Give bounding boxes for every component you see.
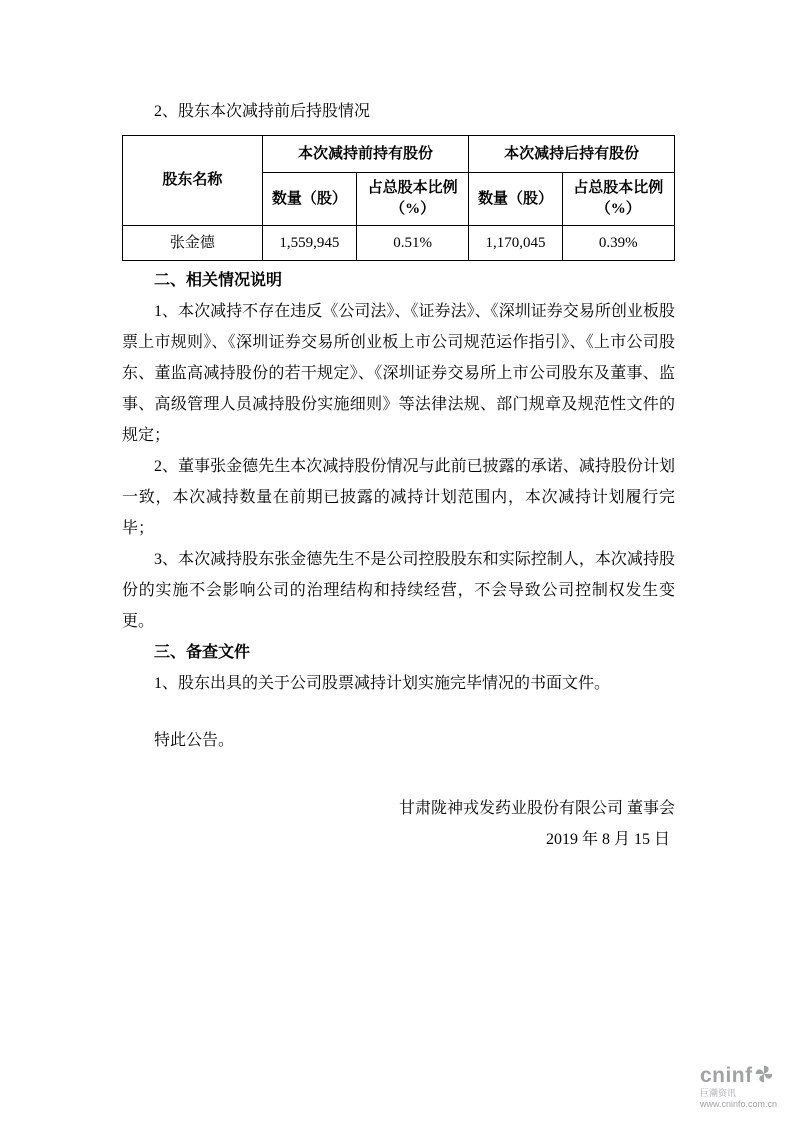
section2-paragraph-2: 2、董事张金德先生本次减持股份情况与此前已披露的承诺、减持股份计划一致，本次减持数量在前期已披露的减持计划范围内，本次减持计划履行完毕； — [122, 458, 675, 537]
cell-after-qty: 1,170,045 — [469, 226, 562, 261]
section3-heading: 三、备查文件 — [154, 644, 251, 661]
holdings-table — [122, 135, 675, 261]
cninfo-url-text: www.cninfo.com.cn — [699, 1099, 777, 1110]
section2-paragraph-3: 3、本次减持股东张金德先生不是公司控股股东和实际控制人，本次减持股份的实施不会影响公司的治理结构和持续经营，不会导致公司控制权发生变更。 — [122, 551, 675, 630]
table-section-title: 2、股东本次减持前后持股情况 — [154, 103, 371, 120]
pinwheel-icon — [754, 1064, 774, 1089]
table-header-ratio-after: 占总股本比例（%） — [562, 173, 674, 226]
document-content — [122, 96, 675, 855]
table-header-qty-before: 数量（股） — [262, 173, 356, 226]
signature-block — [122, 793, 675, 855]
cninfo-logo — [700, 1064, 777, 1110]
table-header-after-group: 本次减持后持有股份 — [469, 136, 675, 173]
section2-heading: 二、相关情况说明 — [154, 272, 283, 289]
body-text — [122, 265, 675, 756]
table-row — [123, 226, 675, 261]
table-header-before-group: 本次减持前持有股份 — [262, 136, 469, 173]
section3-paragraph-1: 1、股东出具的关于公司股票减持计划实施完毕情况的书面文件。 — [154, 675, 611, 692]
table-header-qty-after: 数量（股） — [469, 173, 562, 226]
cninfo-brand-text: cninf — [699, 1064, 753, 1088]
cell-before-ratio: 0.51% — [356, 226, 468, 261]
cell-before-qty: 1,559,945 — [262, 226, 356, 261]
closing-statement: 特此公告。 — [154, 732, 235, 749]
table-header-group-row — [123, 136, 675, 173]
cell-shareholder-name: 张金德 — [123, 226, 263, 261]
table-header-shareholder: 股东名称 — [123, 136, 263, 226]
table-header-ratio-before: 占总股本比例（%） — [356, 173, 468, 226]
section2-paragraph-1: 1、本次减持不存在违反《公司法》、《证券法》、《深圳证券交易所创业板股票上市规则》、《深圳证券交易所创业板上市公司规范运作指引》、《上市公司股东、董监高减持股份的若干规定》、《深圳证券交易所上市公司股东及董事、监事、高级管理人员减持股份实施细则》等法律法规、部门规章及规范性文件的规定； — [122, 303, 675, 444]
cninfo-brand-row — [700, 1064, 777, 1089]
cell-after-ratio: 0.39% — [562, 226, 674, 261]
cninfo-name-text: 巨潮资讯 — [699, 1088, 736, 1099]
signature-date: 2019 年 8 月 15 日 — [545, 831, 670, 848]
signature-company: 甘肃陇神戎发药业股份有限公司 董事会 — [398, 800, 675, 817]
